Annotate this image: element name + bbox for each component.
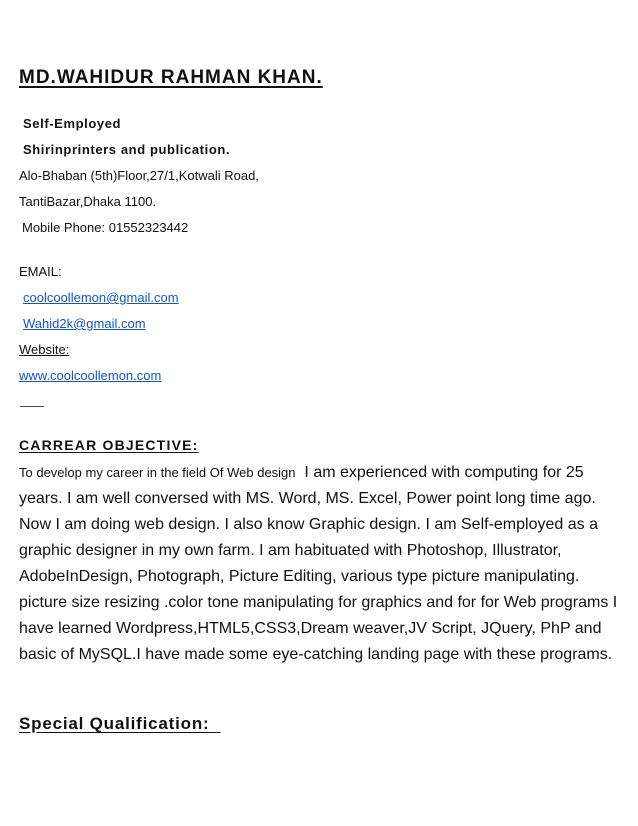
objective-paragraph — [19, 460, 631, 668]
website-link[interactable]: www.coolcoollemon.com — [19, 368, 162, 383]
resume-name: MD.WAHIDUR RAHMAN KHAN. — [19, 67, 323, 88]
company-name: Shirinprinters and publication. — [23, 142, 231, 157]
separator-line — [20, 406, 44, 407]
mobile-phone: Mobile Phone: 01552323442 — [22, 220, 189, 235]
email-label: EMAIL: — [19, 264, 62, 279]
address-line-1: Alo-Bhaban (5th)Floor,27/1,Kotwali Road, — [19, 168, 259, 183]
objective-body: I am experienced with computing for 25 years. I am well conversed with MS. Word, MS. Excel, Power point long time ago. Now I am doing web design. I also know Graphic design. I am Self-employed as a graphic designer in my own farm. I am habituated with Photoshop, Illustrator, AdobeInDesign, Photograph, Picture Editing, various type picture manipulating. picture size resizing .color tone manipulating for graphics and for for Web programs I have learned Wordpress,HTML5,CSS3,Dream weaver,JV Script, JQuery, PhP and basic of MySQL.I have made some eye-catching landing page with these programs. — [19, 464, 618, 663]
website-label: Website: — [19, 342, 70, 357]
special-qualification-heading: Special Qualification: — [19, 714, 221, 733]
email-link-1[interactable]: coolcoollemon@gmail.com — [23, 290, 179, 305]
objective-intro: To develop my career in the field Of Web design — [19, 465, 296, 480]
objective-heading: CARREAR OBJECTIVE: — [19, 437, 199, 453]
address-line-2: TantiBazar,Dhaka 1100. — [19, 194, 157, 209]
employment-status: Self-Employed — [23, 116, 122, 131]
email-link-2[interactable]: Wahid2k@gmail.com — [23, 316, 146, 331]
